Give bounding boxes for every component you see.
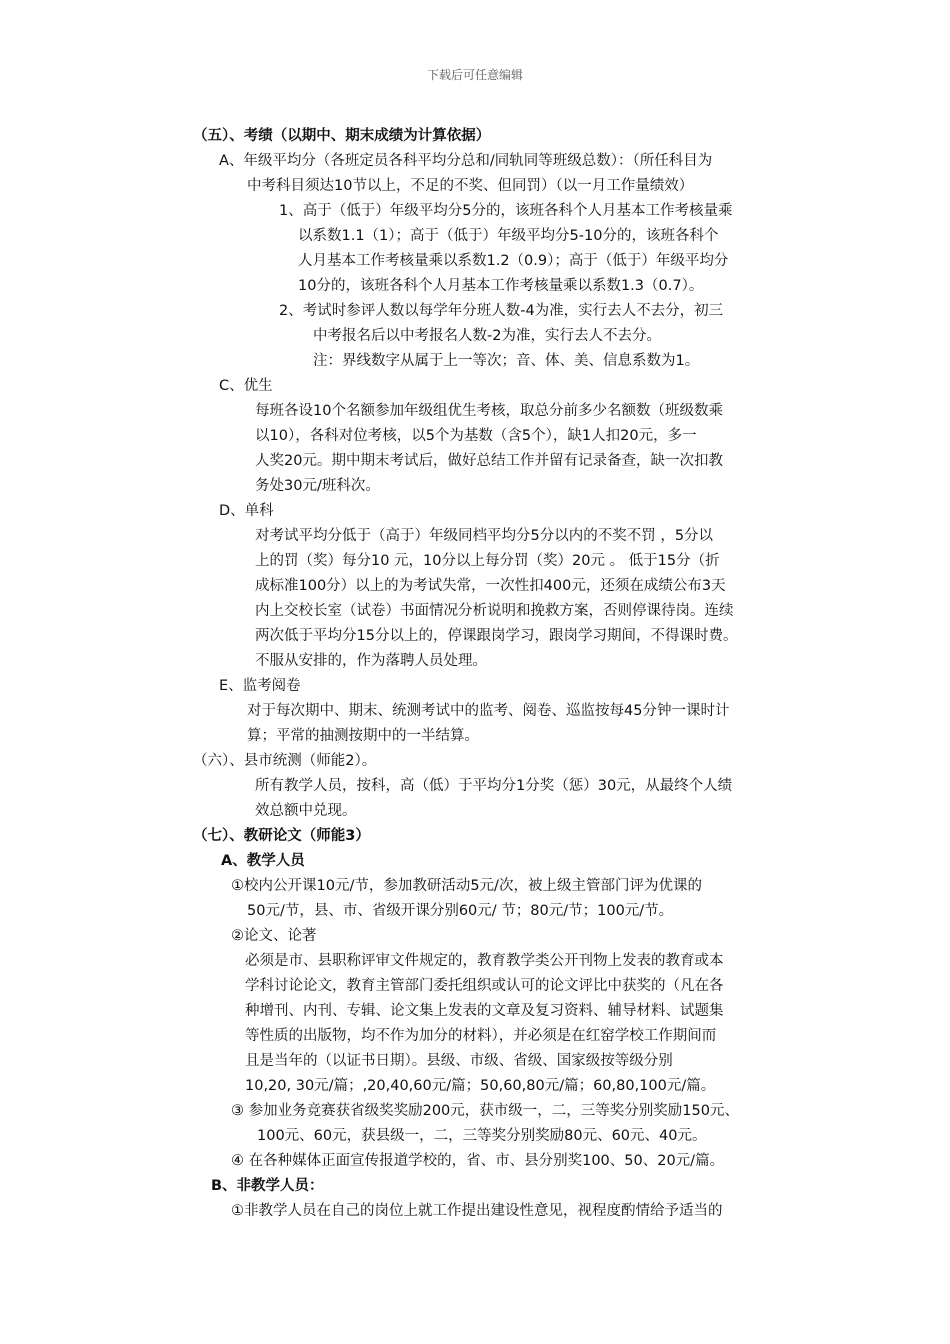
text-line: 种增刊、内刊、专辑、论文集上发表的文章及复习资料、辅导材料、试题集 [245,1003,724,1019]
text-line: 100元、60元，获县级一，二，三等奖分别奖励80元、60元、40元。 [257,1128,707,1144]
text-line: ①校内公开课10元/节，参加教研活动5元/次，被上级主管部门评为优课的 [231,878,702,894]
text-line: 50元/节，县、市、省级开课分别60元/ 节；80元/节；100元/节。 [247,903,674,919]
subheading-e: E、监考阅卷 [219,678,301,694]
text-line: 人月基本工作考核量乘以系数1.2（0.9）；高于（低于）年级平均分 [298,253,729,269]
text-line: A、年级平均分（各班定员各科平均分总和/同轨同等班级总数）：（所任科目为 [219,153,713,169]
text-line: ①非教学人员在自己的岗位上就工作提出建设性意见，视程度酌情给予适当的 [231,1203,723,1219]
text-line: 学科讨论论文，教育主管部门委托组织或认可的论文评比中获奖的（凡在各 [245,978,724,994]
text-line: 中考报名后以中考报名人数-2为准，实行去人不去分。 [313,328,661,344]
subheading-d: D、单科 [219,503,274,519]
text-line: 以系数1.1（1）；高于（低于）年级平均分5-10分的，该班各科个 [298,228,719,244]
text-line: 所有教学人员，按科，高（低）于平均分1分奖（惩）30元，从最终个人绩 [255,778,733,794]
text-line: 不服从安排的，作为落聘人员处理。 [255,653,487,669]
text-line: ②论文、论著 [231,928,317,944]
note-line: 注：界线数字从属于上一等次；音、体、美、信息系数为1。 [313,353,700,369]
text-line: 对于每次期中、期末、统测考试中的监考、阅卷、巡监按每45分钟一课时计 [247,703,730,719]
section-7-heading: （七）、教研论文（师能3） [193,828,370,844]
text-line: 内上交校长室（试卷）书面情况分析说明和挽救方案，否则停课待岗。连续 [255,603,734,619]
subheading-a-teaching: A、教学人员 [221,853,305,869]
text-line: 2、考试时参评人数以每学年分班人数-4为准，实行去人不去分，初三 [279,303,724,319]
text-line: 效总额中兑现。 [255,803,357,819]
text-line: 务处30元/班科次。 [255,478,380,494]
text-line: 以10），各科对位考核，以5个为基数（含5个），缺1人扣20元，多一 [255,428,697,444]
text-line: 两次低于平均分15分以上的，停课跟岗学习，跟岗学习期间，不得课时费。 [255,628,738,644]
section-5-heading: （五）、考绩（以期中、期末成绩为计算依据） [193,128,491,144]
text-line: 每班各设10个名额参加年级组优生考核，取总分前多少名额数（班级数乘 [255,403,723,419]
text-line: 对考试平均分低于（高于）年级同档平均分5分以内的不奖不罚 ，5分以 [255,528,714,544]
page-header: 下载后可任意编辑 [426,68,523,82]
text-line: ④ 在各种媒体正面宣传报道学校的，省、市、县分别奖100、50、20元/篇。 [231,1153,725,1169]
text-line: 10分的，该班各科个人月基本工作考核量乘以系数1.3（0.7）。 [298,278,704,294]
text-line: 1、高于（低于）年级平均分5分的，该班各科个人月基本工作考核量乘 [279,203,733,219]
text-line: 等性质的出版物，均不作为加分的材料），并必须是在红窑学校工作期间而 [245,1028,717,1044]
text-line: 必须是市、县职称评审文件规定的，教育教学类公开刊物上发表的教育或本 [245,953,724,969]
text-line: ③ 参加业务竞赛获省级奖奖励200元，获市级一，二，三等奖分别奖励150元、 [231,1103,739,1119]
text-line: 且是当年的（以证书日期）。县级、市级、省级、国家级按等级分别 [245,1053,673,1069]
text-line: 算；平常的抽测按期中的一半结算。 [247,728,479,744]
subheading-c: C、优生 [219,378,273,394]
text-line: 成标准100分）以上的为考试失常，一次性扣400元，还须在成绩公布3天 [255,578,726,594]
text-line: 10,20, 30元/篇；,20,40,60元/篇；50,60,80元/篇；60,80,100元/篇。 [245,1078,716,1094]
subheading-b-non-teaching: B、非教学人员： [211,1178,324,1194]
text-line: 中考科目须达10节以上，不足的不奖、但同罚）（以一月工作量绩效） [247,178,694,194]
text-line: 人奖20元。期中期末考试后，做好总结工作并留有记录备查，缺一次扣教 [255,453,723,469]
text-line: 上的罚（奖）每分10 元，10分以上每分罚（奖）20元 。 低于15分（折 [255,553,720,569]
section-6-heading: （六）、县市统测（师能2）。 [193,753,377,769]
